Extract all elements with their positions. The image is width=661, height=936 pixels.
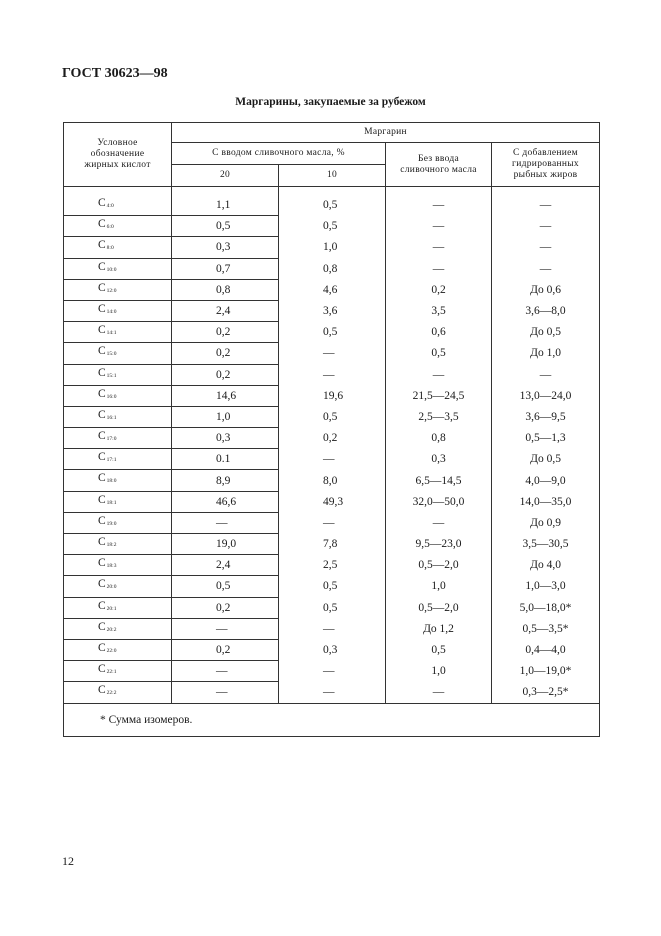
fatty-acid-letter: С xyxy=(98,197,106,209)
fatty-acid-subscript: 17:0 xyxy=(106,436,117,443)
fatty-acid-code xyxy=(64,470,172,491)
value-without-butter: — xyxy=(386,364,492,385)
value-20-percent: 2,4 xyxy=(172,300,279,321)
value-10-percent: — xyxy=(279,512,386,533)
value-10-percent: — xyxy=(279,449,386,470)
value-with-fish-fat: — xyxy=(492,364,600,385)
value-with-fish-fat: 0,5—3,5* xyxy=(492,618,600,639)
table-row xyxy=(64,322,600,343)
fatty-acid-subscript: 8:0 xyxy=(106,245,114,252)
value-without-butter: 6,5—14,5 xyxy=(386,470,492,491)
table-row xyxy=(64,449,600,470)
fatty-acid-code xyxy=(64,406,172,427)
value-10-percent: 0,3 xyxy=(279,639,386,660)
value-10-percent: 7,8 xyxy=(279,534,386,555)
table-row xyxy=(64,576,600,597)
header-10-percent: 10 xyxy=(279,165,386,187)
fatty-acid-code xyxy=(64,216,172,237)
fatty-acid-code xyxy=(64,661,172,682)
value-10-percent: — xyxy=(279,343,386,364)
value-without-butter: 3,5 xyxy=(386,300,492,321)
table-row xyxy=(64,682,600,703)
value-10-percent: 0,5 xyxy=(279,216,386,237)
table-row xyxy=(64,343,600,364)
fatty-acid-code xyxy=(64,343,172,364)
fatty-acid-code xyxy=(64,555,172,576)
value-10-percent: 0,5 xyxy=(279,322,386,343)
value-10-percent: 4,6 xyxy=(279,279,386,300)
fatty-acid-subscript: 16:0 xyxy=(106,393,117,400)
value-20-percent: 8,9 xyxy=(172,470,279,491)
fatty-acid-letter: С xyxy=(98,684,106,697)
value-with-fish-fat: 3,6—8,0 xyxy=(492,300,600,321)
fatty-acid-code xyxy=(64,385,172,406)
value-without-butter: 1,0 xyxy=(386,661,492,682)
table-row xyxy=(64,237,600,258)
value-10-percent: 0,2 xyxy=(279,428,386,449)
page-number: 12 xyxy=(62,854,74,868)
value-with-fish-fat: — xyxy=(492,237,600,258)
fatty-acid-subscript: 14:1 xyxy=(106,330,117,337)
value-20-percent: 0,2 xyxy=(172,639,279,660)
value-10-percent: 0,5 xyxy=(279,576,386,597)
value-without-butter: — xyxy=(386,258,492,279)
fatty-acid-letter: С xyxy=(98,260,106,273)
value-with-fish-fat: До 0,5 xyxy=(492,322,600,343)
value-20-percent: 1,0 xyxy=(172,406,279,427)
value-with-fish-fat: — xyxy=(492,195,600,216)
value-without-butter: 32,0—50,0 xyxy=(386,491,492,512)
value-20-percent: 0,2 xyxy=(172,364,279,385)
value-20-percent: 0,7 xyxy=(172,258,279,279)
fatty-acid-code xyxy=(64,195,172,216)
fatty-acid-code xyxy=(64,639,172,660)
fatty-acid-subscript: 18:2 xyxy=(106,542,117,548)
value-without-butter: 1,0 xyxy=(386,576,492,597)
value-without-butter: 0,5—2,0 xyxy=(386,555,492,576)
value-with-fish-fat: 14,0—35,0 xyxy=(492,491,600,512)
value-20-percent: — xyxy=(172,661,279,682)
fatty-acid-code xyxy=(64,300,172,321)
header-with-butter: С вводом сливочного масла, % xyxy=(172,143,386,165)
table-row xyxy=(64,258,600,279)
value-with-fish-fat: 1,0—3,0 xyxy=(492,576,600,597)
fatty-acid-code xyxy=(64,237,172,258)
fatty-acid-letter: С xyxy=(98,366,106,379)
value-20-percent: 19,0 xyxy=(172,534,279,555)
fatty-acid-letter: С xyxy=(98,641,106,654)
fatty-acid-subscript: 20:0 xyxy=(106,584,117,591)
fatty-acid-subscript: 10:0 xyxy=(106,266,117,273)
fatty-acid-letter: С xyxy=(98,514,106,527)
fatty-acid-code xyxy=(64,512,172,533)
value-without-butter: До 1,2 xyxy=(386,618,492,639)
fatty-acid-letter: С xyxy=(98,536,106,548)
value-10-percent: — xyxy=(279,364,386,385)
value-without-butter: 0,6 xyxy=(386,322,492,343)
fatty-acid-code xyxy=(64,428,172,449)
fatty-acids-table xyxy=(63,122,600,737)
fatty-acid-code xyxy=(64,576,172,597)
fatty-acid-letter: С xyxy=(98,345,106,358)
value-with-fish-fat: 13,0—24,0 xyxy=(492,385,600,406)
table-row xyxy=(64,279,600,300)
value-with-fish-fat: 4,0—9,0 xyxy=(492,470,600,491)
table-row xyxy=(64,491,600,512)
value-20-percent: 0,2 xyxy=(172,597,279,618)
value-20-percent: 0,5 xyxy=(172,576,279,597)
table-row xyxy=(64,216,600,237)
value-20-percent: 0,2 xyxy=(172,322,279,343)
table-row xyxy=(64,300,600,321)
fatty-acid-code xyxy=(64,449,172,470)
fatty-acid-subscript: 18:1 xyxy=(106,499,117,506)
table-row xyxy=(64,661,600,682)
value-without-butter: 2,5—3,5 xyxy=(386,406,492,427)
fatty-acid-letter: С xyxy=(98,239,106,252)
value-10-percent: 8,0 xyxy=(279,470,386,491)
table-footnote: * Сумма изомеров. xyxy=(64,703,600,736)
value-without-butter: — xyxy=(386,682,492,703)
value-with-fish-fat: До 0,5 xyxy=(492,449,600,470)
fatty-acid-subscript: 18:3 xyxy=(106,563,117,570)
value-with-fish-fat: — xyxy=(492,258,600,279)
fatty-acid-letter: С xyxy=(98,663,106,676)
table-row xyxy=(64,534,600,555)
fatty-acid-subscript: 22:2 xyxy=(106,690,117,697)
value-with-fish-fat: 0,3—2,5* xyxy=(492,682,600,703)
fatty-acid-subscript: 22:0 xyxy=(106,647,117,654)
fatty-acid-subscript: 16:1 xyxy=(106,414,117,421)
value-without-butter: 0,5 xyxy=(386,343,492,364)
fatty-acid-letter: С xyxy=(98,430,106,443)
value-with-fish-fat: — xyxy=(492,216,600,237)
value-without-butter: 9,5—23,0 xyxy=(386,534,492,555)
value-without-butter: 0,5 xyxy=(386,639,492,660)
value-without-butter: 0,3 xyxy=(386,449,492,470)
fatty-acid-code xyxy=(64,364,172,385)
value-without-butter: — xyxy=(386,237,492,258)
fatty-acid-code xyxy=(64,322,172,343)
value-20-percent: 1,1 xyxy=(172,195,279,216)
fatty-acid-letter: С xyxy=(98,324,106,337)
value-10-percent: 2,5 xyxy=(279,555,386,576)
value-20-percent: 0,2 xyxy=(172,343,279,364)
value-with-fish-fat: 0,4—4,0 xyxy=(492,639,600,660)
fatty-acid-subscript: 22:1 xyxy=(106,669,117,676)
fatty-acid-subscript: 20:2 xyxy=(106,626,117,633)
value-without-butter: — xyxy=(386,195,492,216)
value-10-percent: — xyxy=(279,661,386,682)
value-20-percent: 0,5 xyxy=(172,216,279,237)
value-with-fish-fat: До 4,0 xyxy=(492,555,600,576)
table-row xyxy=(64,470,600,491)
fatty-acid-letter: С xyxy=(98,599,106,612)
value-10-percent: — xyxy=(279,618,386,639)
header-fatty-acid-code: Условное обозначение жирных кислот xyxy=(64,123,172,187)
fatty-acid-subscript: 15:1 xyxy=(106,372,117,379)
fatty-acid-letter: С xyxy=(98,218,106,231)
value-20-percent: 14,6 xyxy=(172,385,279,406)
table-row xyxy=(64,639,600,660)
fatty-acid-letter: С xyxy=(98,451,106,464)
fatty-acid-code xyxy=(64,618,172,639)
value-10-percent: 0,5 xyxy=(279,406,386,427)
value-20-percent: — xyxy=(172,512,279,533)
value-20-percent: 2,4 xyxy=(172,555,279,576)
value-20-percent: — xyxy=(172,682,279,703)
value-with-fish-fat: 3,6—9,5 xyxy=(492,406,600,427)
fatty-acid-subscript: 17:1 xyxy=(106,457,117,464)
fatty-acid-letter: С xyxy=(98,493,106,506)
value-20-percent: 0.1 xyxy=(172,449,279,470)
fatty-acid-subscript: 6:0 xyxy=(106,224,114,231)
value-10-percent: 19,6 xyxy=(279,385,386,406)
fatty-acid-code xyxy=(64,258,172,279)
value-with-fish-fat: 1,0—19,0* xyxy=(492,661,600,682)
value-with-fish-fat: До 0,6 xyxy=(492,279,600,300)
value-without-butter: 0,2 xyxy=(386,279,492,300)
fatty-acid-letter: С xyxy=(98,620,106,633)
value-20-percent: 0,8 xyxy=(172,279,279,300)
value-10-percent: 0,5 xyxy=(279,597,386,618)
value-20-percent: 0,3 xyxy=(172,237,279,258)
table-spacer-row xyxy=(64,187,600,196)
value-without-butter: — xyxy=(386,216,492,237)
fatty-acid-subscript: 18:0 xyxy=(106,478,117,485)
value-20-percent: 46,6 xyxy=(172,491,279,512)
table-row xyxy=(64,618,600,639)
value-10-percent: 49,3 xyxy=(279,491,386,512)
table-row xyxy=(64,597,600,618)
table-row xyxy=(64,428,600,449)
document-code: ГОСТ 30623—98 xyxy=(62,66,168,81)
fatty-acid-letter: С xyxy=(98,387,106,400)
value-with-fish-fat: До 1,0 xyxy=(492,343,600,364)
value-with-fish-fat: До 0,9 xyxy=(492,512,600,533)
fatty-acid-subscript: 12:0 xyxy=(106,287,117,294)
header-with-fish-fat: С добавлением гидрированных рыбных жиров xyxy=(492,143,600,187)
fatty-acid-subscript: 15:0 xyxy=(106,351,117,358)
value-10-percent: 0,5 xyxy=(279,195,386,216)
header-20-percent: 20 xyxy=(172,165,279,187)
fatty-acid-code xyxy=(64,597,172,618)
fatty-acid-subscript: 14:0 xyxy=(106,308,117,315)
value-10-percent: 0,8 xyxy=(279,258,386,279)
fatty-acid-letter: С xyxy=(98,557,106,570)
value-10-percent: 1,0 xyxy=(279,237,386,258)
value-without-butter: 21,5—24,5 xyxy=(386,385,492,406)
fatty-acid-subscript: 20:1 xyxy=(106,605,117,612)
table-row xyxy=(64,364,600,385)
header-margarine: Маргарин xyxy=(172,123,600,143)
fatty-acid-letter: С xyxy=(98,408,106,421)
fatty-acid-code xyxy=(64,491,172,512)
header-without-butter: Без ввода сливочного масла xyxy=(386,143,492,187)
table-row xyxy=(64,406,600,427)
value-without-butter: — xyxy=(386,512,492,533)
fatty-acid-letter: С xyxy=(98,578,106,591)
value-20-percent: 0,3 xyxy=(172,428,279,449)
table-row xyxy=(64,512,600,533)
fatty-acid-code xyxy=(64,534,172,555)
fatty-acid-subscript: 19:0 xyxy=(106,520,117,527)
table-row xyxy=(64,195,600,216)
value-20-percent: — xyxy=(172,618,279,639)
value-10-percent: 3,6 xyxy=(279,300,386,321)
fatty-acid-letter: С xyxy=(98,302,106,315)
fatty-acid-letter: С xyxy=(98,472,106,485)
value-with-fish-fat: 0,5—1,3 xyxy=(492,428,600,449)
fatty-acid-code xyxy=(64,279,172,300)
fatty-acid-subscript: 4:0 xyxy=(106,203,114,209)
table-row xyxy=(64,385,600,406)
value-without-butter: 0,8 xyxy=(386,428,492,449)
fatty-acid-code xyxy=(64,682,172,703)
fatty-acid-letter: С xyxy=(98,281,106,294)
table-title: Маргарины, закупаемые за рубежом xyxy=(235,96,426,108)
table-row xyxy=(64,555,600,576)
value-10-percent: — xyxy=(279,682,386,703)
value-with-fish-fat: 5,0—18,0* xyxy=(492,597,600,618)
value-with-fish-fat: 3,5—30,5 xyxy=(492,534,600,555)
value-without-butter: 0,5—2,0 xyxy=(386,597,492,618)
